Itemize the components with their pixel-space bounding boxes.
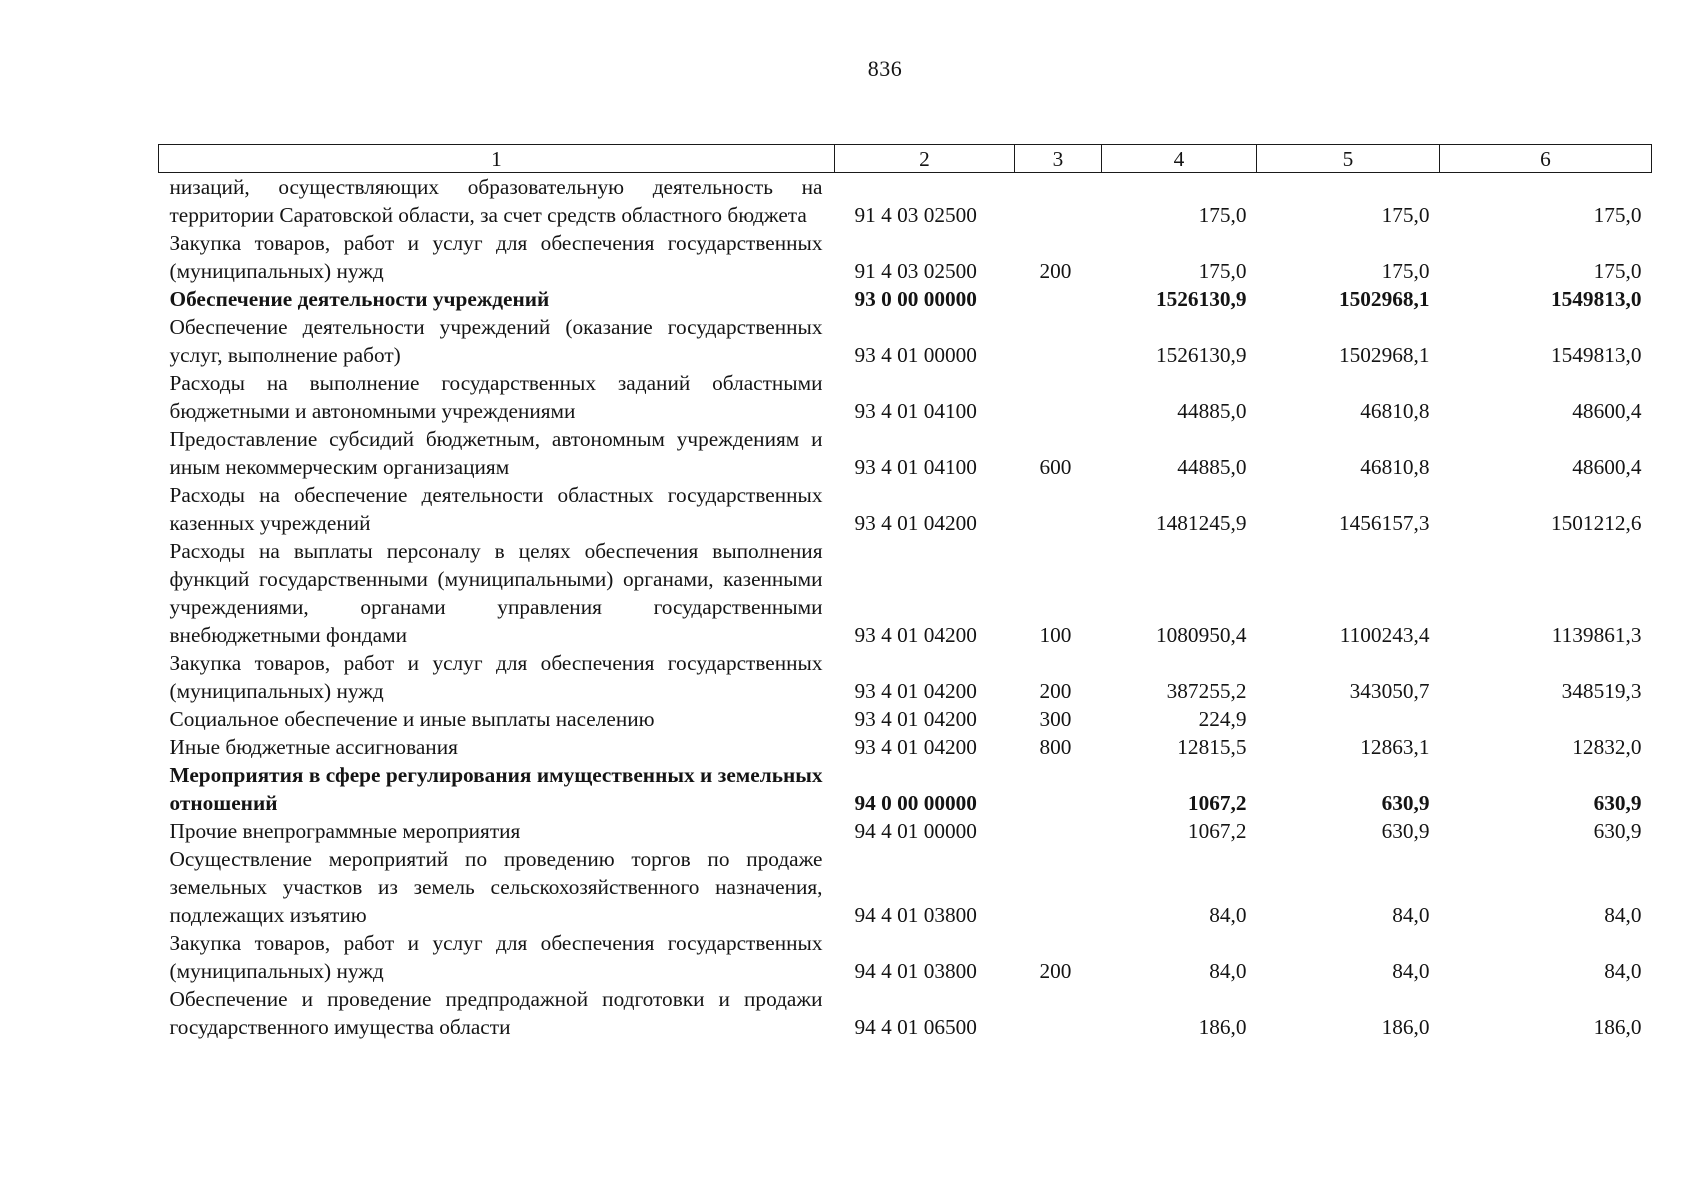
row-value-cell: 1067,2	[1187, 819, 1247, 843]
row-name-cell: Социальное обеспечение и иные выплаты населению	[169, 707, 655, 731]
row-type-cell	[1015, 985, 1102, 1041]
row-value-cell: 1526130,9	[1155, 343, 1247, 367]
row-value-cell: 84,0	[1604, 959, 1642, 983]
row-code-cell: 93 4 01 00000	[854, 343, 977, 367]
row-name-cell: Обеспечение деятельности учреждений (оказание государственных услуг, выполнение работ)	[169, 315, 823, 367]
row-type-cell	[1015, 481, 1102, 537]
row-name-cell: Закупка товаров, работ и услуг для обеспечения государственных (муниципальных) нужд	[169, 231, 823, 283]
table-row	[159, 481, 1652, 537]
table-row	[159, 537, 1652, 649]
row-name-cell: Обеспечение деятельности учреждений	[169, 287, 550, 311]
row-value-cell: 1502968,1	[1338, 343, 1430, 367]
row-name-cell: Обеспечение и проведение предпродажной подготовки и продажи государственного имущества области	[169, 987, 823, 1039]
row-code-cell: 93 4 01 04100	[854, 399, 977, 423]
row-name-cell: Осуществление мероприятий по проведению торгов по продаже земельных участков из земель сельскохозяйственного назначения, подлежащих изъятию	[169, 847, 823, 927]
table-row	[159, 985, 1652, 1041]
row-type-cell: 600	[1039, 455, 1072, 479]
row-value-cell: 84,0	[1209, 903, 1247, 927]
row-type-cell: 200	[1039, 259, 1072, 283]
table-row	[159, 369, 1652, 425]
row-code-cell: 93 4 01 04100	[854, 455, 977, 479]
row-type-cell: 200	[1039, 679, 1072, 703]
row-value-cell: 224,9	[1198, 707, 1247, 731]
row-value-cell: 46810,8	[1360, 399, 1430, 423]
row-value-cell: 44885,0	[1177, 455, 1247, 479]
row-type-cell	[1015, 173, 1102, 230]
table-row	[159, 929, 1652, 985]
row-name-cell: Расходы на выполнение государственных заданий областными бюджетными и автономными учреждениями	[169, 371, 823, 423]
row-code-cell: 91 4 03 02500	[854, 203, 977, 227]
row-type-cell: 100	[1039, 623, 1072, 647]
row-value-cell: 84,0	[1392, 959, 1430, 983]
row-value-cell: 48600,4	[1572, 455, 1642, 479]
row-value-cell: 84,0	[1209, 959, 1247, 983]
row-value-cell: 1549813,0	[1550, 343, 1642, 367]
row-code-cell: 94 0 00 00000	[854, 791, 977, 815]
row-code-cell: 94 4 01 03800	[854, 959, 977, 983]
column-header: 5	[1257, 145, 1440, 173]
row-name-cell: Прочие внепрограммные мероприятия	[169, 819, 521, 843]
row-value-cell: 630,9	[1381, 791, 1430, 815]
row-value-cell: 186,0	[1381, 1015, 1430, 1039]
row-value-cell: 1100243,4	[1339, 623, 1430, 647]
table-row	[159, 313, 1652, 369]
table-row	[159, 285, 1652, 313]
column-header: 2	[835, 145, 1015, 173]
row-value-cell: 175,0	[1198, 203, 1247, 227]
row-value-cell: 630,9	[1593, 791, 1642, 815]
row-value-cell: 175,0	[1381, 203, 1430, 227]
row-name-cell: Закупка товаров, работ и услуг для обеспечения государственных (муниципальных) нужд	[169, 931, 823, 983]
row-name-cell: низаций, осуществляющих образовательную деятельность на территории Саратовской области, за счет средств областного бюджета	[169, 175, 823, 227]
row-value-cell: 48600,4	[1572, 399, 1642, 423]
row-value-cell: 12832,0	[1572, 735, 1642, 759]
row-name-cell: Предоставление субсидий бюджетным, автономным учреждениям и иным некоммерческим организациям	[169, 427, 823, 479]
row-value-cell: 348519,3	[1561, 679, 1642, 703]
row-value-cell: 44885,0	[1177, 399, 1247, 423]
row-code-cell: 94 4 01 06500	[854, 1015, 977, 1039]
row-value-cell: 12815,5	[1177, 735, 1247, 759]
table-row	[159, 817, 1652, 845]
row-type-cell	[1015, 313, 1102, 369]
row-value-cell: 46810,8	[1360, 455, 1430, 479]
table-header-row	[159, 145, 1652, 173]
row-name-cell: Закупка товаров, работ и услуг для обеспечения государственных (муниципальных) нужд	[169, 651, 823, 703]
row-value-cell	[1440, 705, 1652, 733]
row-code-cell: 93 4 01 04200	[854, 623, 977, 647]
row-value-cell: 175,0	[1593, 203, 1642, 227]
table-row	[159, 173, 1652, 230]
row-value-cell: 630,9	[1381, 819, 1430, 843]
column-header: 1	[159, 145, 835, 173]
row-value-cell: 1549813,0	[1550, 287, 1642, 311]
row-value-cell: 387255,2	[1166, 679, 1247, 703]
page-number: 836	[867, 56, 903, 81]
table-row	[159, 705, 1652, 733]
table-row	[159, 649, 1652, 705]
row-value-cell: 1067,2	[1187, 791, 1247, 815]
row-name-cell: Иные бюджетные ассигнования	[169, 735, 458, 759]
row-value-cell: 1502968,1	[1338, 287, 1430, 311]
row-value-cell: 186,0	[1593, 1015, 1642, 1039]
column-header: 6	[1440, 145, 1652, 173]
row-name-cell: Мероприятия в сфере регулирования имущественных и земельных отношений	[169, 763, 823, 815]
row-value-cell: 630,9	[1593, 819, 1642, 843]
row-code-cell: 93 4 01 04200	[854, 735, 977, 759]
row-type-cell: 800	[1039, 735, 1072, 759]
row-code-cell: 93 4 01 04200	[854, 511, 977, 535]
row-value-cell	[1257, 705, 1440, 733]
column-header: 3	[1015, 145, 1102, 173]
row-value-cell: 175,0	[1381, 259, 1430, 283]
row-code-cell: 93 4 01 04200	[854, 707, 977, 731]
row-value-cell: 1501212,6	[1550, 511, 1642, 535]
row-value-cell: 1080950,4	[1155, 623, 1247, 647]
row-type-cell: 200	[1039, 959, 1072, 983]
table-row	[159, 845, 1652, 929]
row-type-cell	[1015, 761, 1102, 817]
row-value-cell: 1481245,9	[1155, 511, 1247, 535]
row-type-cell	[1015, 369, 1102, 425]
row-value-cell: 343050,7	[1349, 679, 1430, 703]
row-value-cell: 84,0	[1392, 903, 1430, 927]
row-value-cell: 1526130,9	[1155, 287, 1247, 311]
row-type-cell	[1015, 817, 1102, 845]
row-name-cell: Расходы на обеспечение деятельности областных государственных казенных учреждений	[169, 483, 823, 535]
row-code-cell: 94 4 01 00000	[854, 819, 977, 843]
row-value-cell: 175,0	[1593, 259, 1642, 283]
row-value-cell: 175,0	[1198, 259, 1247, 283]
row-value-cell: 1139861,3	[1551, 623, 1642, 647]
table-row	[159, 761, 1652, 817]
row-code-cell: 94 4 01 03800	[854, 903, 977, 927]
row-value-cell: 186,0	[1198, 1015, 1247, 1039]
row-value-cell: 12863,1	[1360, 735, 1430, 759]
table-row	[159, 733, 1652, 761]
row-type-cell	[1015, 845, 1102, 929]
column-header: 4	[1102, 145, 1257, 173]
table-row	[159, 229, 1652, 285]
row-value-cell: 84,0	[1604, 903, 1642, 927]
row-value-cell: 1456157,3	[1338, 511, 1430, 535]
row-name-cell: Расходы на выплаты персоналу в целях обеспечения выполнения функций государственными (муниципальными) органами, казенными учреждениями, органами управления государственными внебюджетными фондами	[169, 539, 823, 647]
row-code-cell: 93 0 00 00000	[854, 287, 977, 311]
row-type-cell: 300	[1039, 707, 1072, 731]
table-body	[159, 173, 1652, 1042]
row-type-cell	[1015, 285, 1102, 313]
row-code-cell: 93 4 01 04200	[854, 679, 977, 703]
row-code-cell: 91 4 03 02500	[854, 259, 977, 283]
table-row	[159, 425, 1652, 481]
budget-table	[158, 144, 1652, 1041]
